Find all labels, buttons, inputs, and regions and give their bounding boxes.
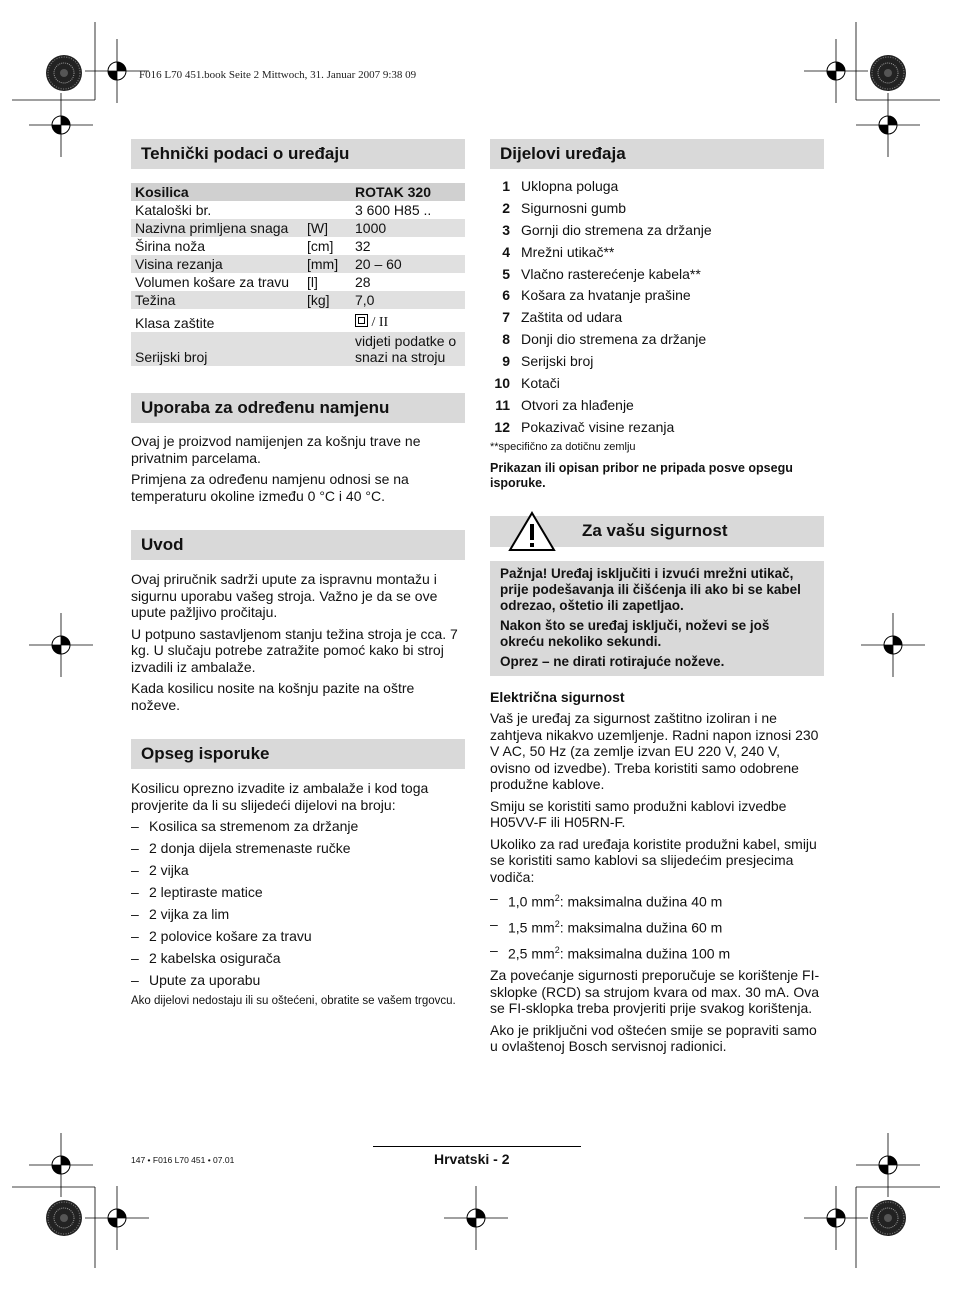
spec-row — [131, 291, 465, 309]
warning-text: Pažnja! Uređaj isključiti i izvući mrežni utikač, prije podešavanja ili čišćenja ili ako bi se kabel odrezao, oštetio ili zapetljao. — [500, 565, 801, 613]
spec-unit: [kg] — [303, 291, 351, 309]
safety-paragraph: Ako je priključni vod oštećen smije se popraviti samo u ovlaštenoj Bosch servisnoj radionici. — [490, 1021, 817, 1055]
section-title-intro: Uvod — [131, 530, 465, 560]
list-item: 3 Gornji dio stremena za držanje — [502, 221, 712, 238]
spec-table — [131, 183, 465, 366]
warning-text: Oprez – ne dirati rotirajuće noževe. — [500, 653, 725, 669]
list-item: – 1,0 $mm^2$: maksimalna dužina 40 m — [490, 890, 723, 910]
list-item: 2 Sigurnosni gumb — [502, 199, 627, 216]
spec-value: 1000 — [351, 219, 465, 237]
spec-row — [131, 332, 465, 366]
section-title-tech: Tehnički podaci o uređaju — [131, 139, 465, 169]
list-item: – Kosilica sa stremenom za držanje — [131, 818, 359, 834]
warning-text: Nakon što se uređaj isključi, noževi se još okreću nekoliko sekundi. — [500, 617, 770, 649]
crop-mark-icon — [861, 613, 925, 677]
spec-row — [131, 309, 465, 332]
crop-mark-icon — [856, 93, 920, 157]
intro-paragraph: U potpuno sastavljenom stanju težina stroja je cca. 7 kg. U slučaju potrebe zatražite pomoć kako bi stroj izvadili iz ambalaže. — [131, 625, 458, 675]
list-item: 10 Kotači — [494, 375, 560, 392]
list-item: 7 Zaštita od udara — [502, 309, 623, 326]
use-paragraph: Primjena za određenu namjenu odnosi se na temperaturu okoline između 0 °C i 40 °C. — [131, 471, 409, 504]
spec-head-row — [131, 183, 465, 201]
crop-mark-icon — [804, 1186, 868, 1250]
list-item: 8 Donji dio stremena za držanje — [502, 331, 707, 348]
spec-value: vidjeti podatke o snazi na stroju — [351, 332, 465, 366]
section-title-delivery: Opseg isporuke — [131, 739, 465, 769]
crop-mark-icon — [29, 93, 93, 157]
spec-label: Serijski broj — [131, 332, 303, 366]
spec-head-label: Kosilica — [131, 183, 303, 201]
spec-label: Visina rezanja — [131, 255, 303, 273]
spec-value: 20 – 60 — [351, 255, 465, 273]
safety-paragraph: Vaš je uređaj za sigurnost zaštitno izoliran i ne zahtjeva nikakvo uzemljenje. Radni napon iznosi 230 V AC, 50 Hz (za zemlje izvan EU 220 V, 240 V, ovisno od izvedbe). Treba koristiti samo odobrene produžne kablove. — [490, 710, 819, 793]
use-paragraph: Ovaj je proizvod namijenjen za košnju trave ne privatnim parcelama. — [131, 433, 421, 466]
list-item: 12 Pokazivač visine rezanja — [494, 418, 675, 435]
spec-value: 28 — [355, 274, 371, 290]
list-item: – 1,5 $mm^2$: maksimalna dužina 60 m — [490, 915, 723, 936]
spec-unit: [cm] — [307, 238, 334, 254]
delivery-note: Ako dijelovi nedostaju ili su oštećeni, obratite se vašem trgovcu. — [131, 995, 456, 1007]
spec-value: 32 — [355, 238, 371, 254]
list-item: – 2 kabelska osigurača — [131, 950, 281, 966]
list-item: – 2 vijka — [131, 862, 189, 878]
electrical-safety-title: Električna sigurnost — [490, 688, 625, 705]
spec-label: Volumen košare za travu — [135, 274, 290, 290]
crop-mark-icon — [804, 39, 868, 103]
registration-wheel-icon — [46, 1200, 82, 1236]
registration-wheel-icon — [870, 1200, 906, 1236]
spec-unit — [303, 309, 351, 332]
crop-mark-icon — [29, 613, 93, 677]
list-item: 5 Vlačno rasterećenje kabela** — [502, 265, 701, 282]
list-item: 1 Uklopna poluga — [502, 178, 619, 194]
spec-unit: [mm] — [303, 255, 351, 273]
intro-paragraph: Ovaj priručnik sadrži upute za ispravnu montažu i sigurnu uporabu vašeg stroja. Važno je da se ove upute pažljivo pročitaju. — [131, 571, 438, 620]
list-item: 4 Mrežni utikač** — [502, 243, 615, 260]
spec-value: 7,0 — [351, 291, 465, 309]
warning-box — [490, 561, 824, 676]
crop-mark-icon — [444, 1186, 508, 1250]
section-title-use: Uporaba za određenu namjenu — [131, 393, 465, 423]
section-title-parts: Dijelovi uređaja — [490, 139, 824, 169]
parts-footnote: **specifično za dotičnu zemlju — [490, 440, 636, 453]
delivery-list — [131, 818, 465, 989]
spec-value: 3 600 H85 .. — [355, 202, 432, 218]
spec-row — [131, 255, 465, 273]
protection-class-icon — [355, 314, 368, 327]
spec-unit — [303, 332, 351, 366]
registration-wheel-icon — [870, 55, 906, 91]
footer-code: 147 • F016 L70 451 • 07.01 — [131, 1155, 235, 1165]
spec-label: Težina — [131, 291, 303, 309]
right-column — [490, 139, 824, 1055]
list-item: – 2 donja dijela stremenaste ručke — [131, 840, 351, 856]
spec-head-value: ROTAK 320 — [351, 183, 465, 201]
spec-row — [131, 273, 465, 291]
safety-paragraph: Ukoliko za rad uređaja koristite produžni kabel, smiju se koristiti samo kablovi sa slijedećim presjecima vodiča: — [490, 835, 817, 885]
spec-row — [131, 219, 465, 237]
list-item: – 2,5 $mm^2$: maksimalna dužina 100 m — [490, 941, 731, 962]
spec-unit — [303, 201, 351, 219]
spec-value: / II — [368, 315, 389, 330]
left-column — [131, 139, 465, 1009]
parts-list — [490, 178, 824, 441]
list-item: – 2 vijka za lim — [131, 906, 230, 922]
footer-rule — [373, 1146, 581, 1147]
list-item: – Upute za uporabu — [131, 972, 261, 988]
list-item: – 2 leptiraste matice — [131, 884, 263, 900]
intro-paragraph: Kada kosilicu nosite na košnju pazite na oštre noževe. — [131, 680, 415, 713]
spec-unit: [l] — [307, 274, 318, 290]
safety-paragraph: Za povećanje sigurnosti preporučuje se korištenje FI-sklopke (RCD) sa strujom kvara od max. 30 mA. Ova se FI-sklopka treba provjeriti prije svakog korištenja. — [490, 967, 820, 1017]
file-header: F016 L70 451.book Seite 2 Mittwoch, 31. Januar 2007 9:38 09 — [139, 69, 417, 81]
spec-row — [131, 201, 465, 219]
list-item: 11 Otvori za hlađenje — [495, 396, 634, 413]
parts-note: Prikazan ili opisan pribor ne pripada posve opsegu isporuke. — [490, 460, 793, 490]
warning-triangle-icon — [508, 510, 556, 552]
page-number: Hrvatski - 2 — [434, 1151, 510, 1167]
spec-label: Širina noža — [135, 238, 206, 254]
list-item: 6 Košara za hvatanje prašine — [502, 287, 691, 304]
registration-wheel-icon — [46, 55, 82, 91]
spec-unit: [W] — [303, 219, 351, 237]
spec-label: Kataloški br. — [135, 202, 212, 218]
cable-list — [490, 890, 824, 961]
delivery-paragraph: Kosilicu oprezno izvadite iz ambalaže i kod toga provjerite da li su slijedeći dijelovi na broju: — [131, 780, 429, 813]
spec-row — [131, 237, 465, 255]
list-item: 9 Serijski broj — [502, 353, 594, 370]
safety-paragraph: Smiju se koristiti samo produžni kablovi izvedbe H05VV-F ili H05RN-F. — [490, 797, 787, 831]
spec-label: Klasa zaštite — [135, 315, 215, 331]
safety-title-text: Za vašu sigurnost — [582, 520, 728, 540]
spec-label: Nazivna primljena snaga — [131, 219, 303, 237]
list-item: – 2 polovice košare za travu — [131, 928, 312, 944]
section-title-safety — [490, 516, 824, 547]
